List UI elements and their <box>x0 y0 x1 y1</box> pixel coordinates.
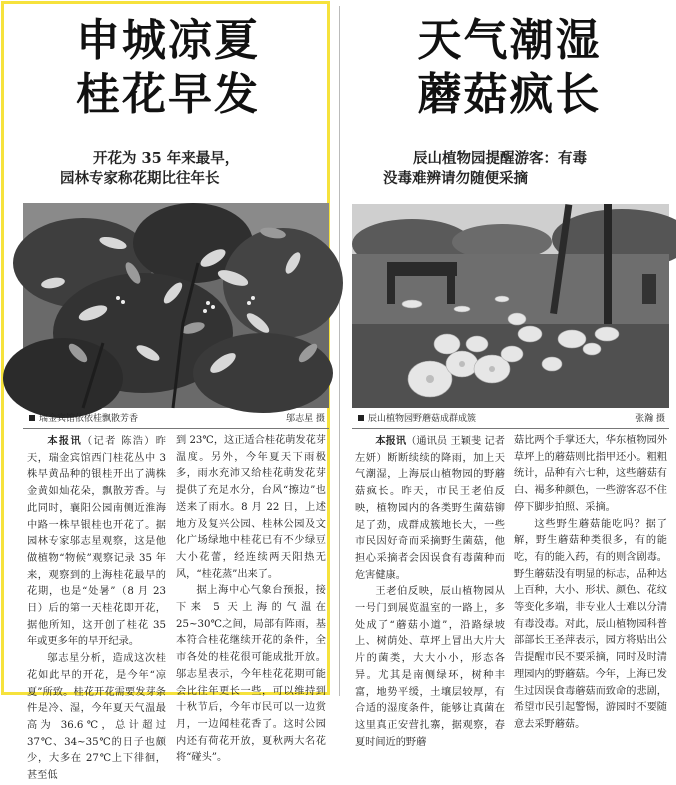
article-body-col-1 <box>27 433 166 782</box>
article-osmanthus <box>0 0 336 782</box>
dateline: 本报讯 <box>47 435 82 447</box>
subhead-line-1: 辰山植物园提醒游客：有毒 <box>413 150 587 167</box>
photo-caption-bar <box>352 410 669 429</box>
paragraph: 据上海中心气象台预报，接下来 5 天上海的气温在 25~30℃之间，局部有阵雨，基本符合桂花继续开花的条件，全市各处的桂花很可能成批开放。邬志星表示，今年桂花花期可能会比往年更长一些，可以维持到十秋节后，今年市民可以一边赏月，一边闻桂花香了。这时公园内还有荷花开放，夏秋两大名花将“碰头”。 <box>176 585 326 764</box>
article-body-col-2 <box>514 433 667 730</box>
subhead-line-1: 开花为 35 年来最早， <box>93 150 240 167</box>
paragraph: 这些野生蘑菇能吃吗？据了解，野生蘑菇种类很多，有的能吃，有的能入药，有的则含剧毒。野生蘑菇没有明显的标志，品种达上百种，大小、形状、颜色、花纹等变化多端，非专业人士难以分清有毒没毒。对此，辰山植物园科普部部长王圣萍表示，园方将贴出公告提醒市民不要采摘，同时及时清理园内的野蘑菇。今年，上海已发生过因误食毒蘑菇而致命的悲剧，希望市民引起警惕，游园时不要随意去采野蘑菇。 <box>514 518 667 730</box>
article-body-col-2 <box>176 433 326 764</box>
photo-credit: 张瀚 摄 <box>635 414 665 424</box>
subheadline <box>383 149 587 189</box>
subhead-line-2: 没毒难辨请勿随便采摘 <box>383 170 528 187</box>
photo-caption: 辰山植物园野蘑菇成群成簇 <box>358 410 476 428</box>
subheadline <box>60 149 239 189</box>
photo-caption: 瑞金宾馆依依桂飘散芳香 <box>29 410 138 428</box>
paragraph: 菇比两个手掌还大，华东植物园外草坪上的蘑菇则比指甲还小。粗粗统计，品种有六七种，这些蘑菇有白、褐多种颜色，一些游客忍不住停下脚步拍照、采摘。 <box>514 435 667 513</box>
paragraph: 邬志星分析，造成这次桂花如此早的开花，是今年“凉夏”所致。桂花开花需要发芽条件是冷、湿，今年夏天气温最高为 36.6℃，总计超过 37℃、34~35℃的日子也颇少，大多在 27℃上下徘徊，甚至低 <box>27 653 166 782</box>
photo-credit: 邬志星 摄 <box>286 414 325 424</box>
paragraph: 本报讯（通讯员 王颖斐 记者 左妍）断断续续的降雨，加上天气潮湿，上海辰山植物园的野蘑菇疯长。昨天，市民王老伯反映，植物园内的各类野生菌菇铆足了劲，成群成簇地长大，一些市民因好奇而采摘野生菌菇，他担心采摘者会因误食有毒菌种而危害健康。 <box>355 435 505 581</box>
photo-caption-bar <box>23 410 329 429</box>
headline-line-1: 天气潮湿 <box>417 15 602 66</box>
headline-line-2: 蘑菇疯长 <box>417 69 602 120</box>
paragraph: 王老伯反映，辰山植物园从一号门到展览温室的一路上，多处成了“蘑菇小道”，沿路绿坡上、树荫处、草坪上冒出大片大片的菌类，大大小小，形态各异。尤其是南侧绿环，树种丰富，地势平缓，土壤层较厚，有合适的湿度条件，能够让真菌在这里真正安营扎寨，据观察，春夏时间近的野蘑 <box>355 586 505 748</box>
paragraph: 本报讯（记者 陈浩）昨天，瑞金宾馆西门桂花丛中 3 株早黄品种的银桂开出了满株金黄如灿花朵，飘散芳香。与此同时，襄阳公园南侧近淮海中路一株早银桂也开花了。据园林专家邬志星观察，这是他做植物“物候”观察记录 35 年来，观察到的上海桂花最早的花期，也是“处暑”（8 月 23 日）后的第一天桂花即开花，据他所知，这开创了桂花 35 年或更多年的早开纪录。 <box>27 435 166 648</box>
subhead-line-2: 园林专家称花期比往年长 <box>60 170 220 187</box>
headline <box>0 14 336 122</box>
column-divider <box>339 6 340 696</box>
headline-line-2: 桂花早发 <box>76 69 260 120</box>
headline-line-1: 申城凉夏 <box>76 15 260 66</box>
dateline: 本报讯 <box>375 435 407 447</box>
paragraph: 到 23℃，这正适合桂花萌发花芽温度。另外，今年夏天下雨极多，雨水充沛又给桂花萌发花芽提供了充足水分，台风“擦边”也送来了雨水。8 月 22 日，上述地方及复兴公园、桂林公园及文化广场绿地中桂花已有不少绿豆大小花蕾，经连续两天阳热无风，“桂花蒸”出来了。 <box>176 435 326 580</box>
headline <box>343 14 676 122</box>
article-mushroom <box>343 0 676 748</box>
osmanthus-photo <box>23 203 329 408</box>
article-body-col-1 <box>355 433 505 748</box>
mushroom-photo <box>352 204 669 408</box>
